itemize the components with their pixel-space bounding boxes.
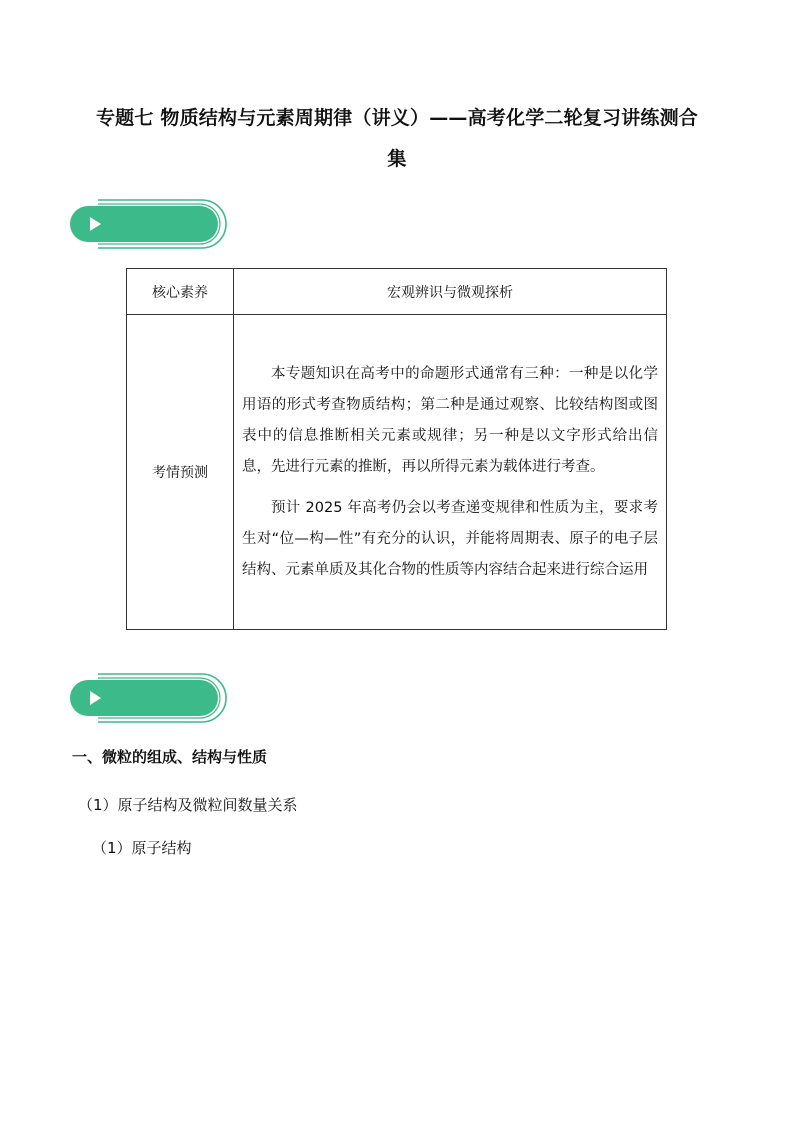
table-row xyxy=(127,269,667,315)
section-banner-1 xyxy=(68,196,230,252)
table-row xyxy=(127,315,667,630)
forecast-paragraph-2: 预计 2025 年高考仍会以考查递变规律和性质为主，要求考生对“位—构—性”有充分的认识，并能将周期表、原子的电子层结构、元素单质及其化合物的性质等内容结合起来进行综合运用 xyxy=(242,499,658,578)
label-exam-forecast: 考情预测 xyxy=(127,315,234,630)
subsection-heading: （1）原子结构及微粒间数量关系 xyxy=(78,796,298,814)
core-literacy-table xyxy=(126,268,667,630)
sub-subsection-heading: （1）原子结构 xyxy=(92,839,192,857)
value-core-literacy: 宏观辨识与微观探析 xyxy=(234,269,667,315)
document-title xyxy=(70,98,724,180)
label-core-literacy: 核心素养 xyxy=(127,269,234,315)
title-line-1: 专题七 物质结构与元素周期律（讲义）——高考化学二轮复习讲练测合 xyxy=(95,107,699,129)
section-banner-2 xyxy=(68,670,230,726)
section-heading-1: 一、微粒的组成、结构与性质 xyxy=(72,748,268,766)
title-line-2: 集 xyxy=(387,148,407,170)
forecast-paragraph-1: 本专题知识在高考中的命题形式通常有三种：一种是以化学用语的形式考查物质结构；第二种是通过观察、比较结构图或图表中的信息推断相关元素或规律；另一种是以文字形式给出信息，先进行元素的推断，再以所得元素为载体进行考查。 xyxy=(242,365,658,475)
exam-forecast-content xyxy=(234,315,667,630)
